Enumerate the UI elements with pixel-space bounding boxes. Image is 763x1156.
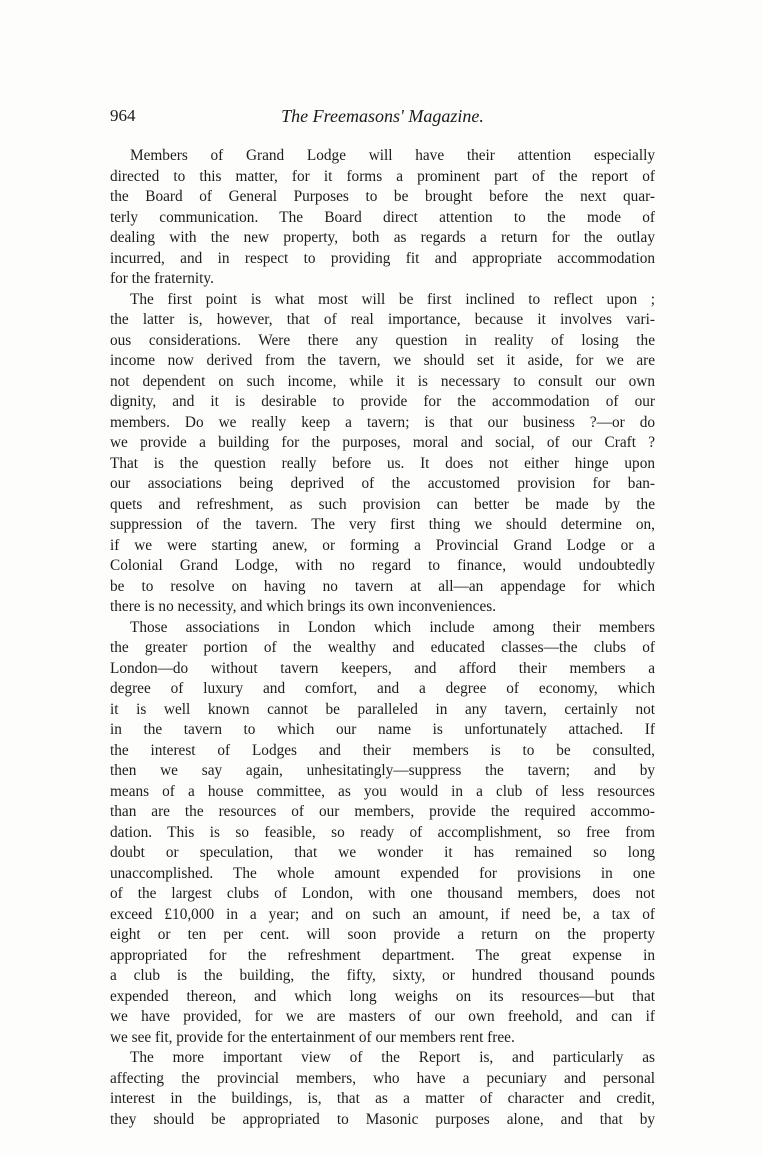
text-line: be to resolve on having no tavern at all—an appendage for which [110, 577, 655, 595]
text-line: the latter is, however, that of real importance, because it involves vari- [110, 311, 655, 328]
text-line: directed to this matter, for it forms a prominent part of the report of [110, 167, 655, 185]
text-line: we provide a building for the purposes, moral and social, of our Craft ? [110, 434, 655, 451]
paragraph [110, 146, 655, 290]
text-line: expended thereon, and which long weighs on its resources—but that [110, 987, 655, 1005]
text-line: there is no necessity, and which brings its own inconveniences. [110, 598, 497, 615]
text-line: we have provided, for we are masters of our own freehold, and can if [110, 1008, 655, 1025]
text-line: they should be appropriated to Masonic purposes alone, and that by [110, 1110, 655, 1128]
article-body [110, 146, 655, 1130]
running-title: The Freemasons' Magazine. [281, 106, 484, 126]
text-line: means of a house committee, as you would in a club of less resources [110, 782, 655, 800]
text-line: members. Do we really keep a tavern; is that our business ?—or do [110, 413, 655, 431]
text-line: dignity, and it is desirable to provide for the accommodation of our [110, 393, 655, 410]
text-line: exceed £10,000 in a year; and on such an amount, if need be, a tax of [110, 905, 655, 923]
text-line: affecting the provincial members, who have a pecuniary and personal [110, 1069, 655, 1087]
text-line: incurred, and in respect to providing fit and appropriate accommodation [110, 249, 655, 267]
text-line: degree of luxury and comfort, and a degree of economy, which [110, 680, 655, 697]
text-line: dation. This is so feasible, so ready of accomplishment, so free from [110, 823, 655, 841]
text-line: ous considerations. Were there any question in reality of losing the [110, 331, 655, 349]
text-line: it is well known cannot be paralleled in any tavern, certainly not [110, 700, 655, 718]
text-line: interest in the buildings, is, that as a matter of character and credit, [110, 1090, 655, 1107]
text-line: the Board of General Purposes to be brought before the next quar- [110, 188, 655, 205]
text-line: unaccomplished. The whole amount expended for provisions in one [110, 864, 655, 882]
text-line: quets and refreshment, as such provision can better be made by the [110, 495, 655, 513]
text-line: dealing with the new property, both as regards a return for the outlay [110, 229, 655, 246]
text-line: not dependent on such income, while it is necessary to consult our own [110, 372, 655, 390]
text-line: Those associations in London which include among their members [130, 618, 655, 636]
text-line: income now derived from the tavern, we should set it aside, for we are [110, 352, 655, 369]
page-number: 964 [110, 106, 136, 125]
text-line: The first point is what most will be first inclined to reflect upon ; [130, 290, 655, 308]
text-line: we see fit, provide for the entertainment of our members rent free. [110, 1028, 515, 1046]
text-line: terly communication. The Board direct attention to the mode of [110, 208, 655, 226]
paragraph [110, 1048, 655, 1130]
text-line: The more important view of the Report is, and particularly as [130, 1049, 655, 1066]
page-header [110, 106, 655, 132]
text-line: in the tavern to which our name is unfortunately attached. If [110, 721, 655, 738]
text-line: doubt or speculation, that we wonder it has remained so long [110, 844, 655, 861]
text-line: eight or ten per cent. will soon provide a return on the property [110, 926, 655, 943]
paragraph [110, 290, 655, 618]
text-line: the greater portion of the wealthy and educated classes—the clubs of [110, 639, 655, 656]
paragraph [110, 618, 655, 1049]
text-line: then we say again, unhesitatingly—suppress the tavern; and by [110, 762, 655, 779]
text-line: a club is the building, the fifty, sixty, or hundred thousand pounds [110, 967, 655, 984]
text-line: That is the question really before us. It does not either hinge upon [110, 454, 655, 472]
text-line: the interest of Lodges and their members is to be consulted, [110, 741, 655, 759]
text-line: Colonial Grand Lodge, with no regard to finance, would undoubtedly [110, 557, 655, 574]
text-line: than are the resources of our members, provide the required accommo- [110, 803, 655, 820]
text-line: suppression of the tavern. The very first thing we should determine on, [110, 516, 655, 533]
text-line: if we were starting anew, or forming a Provincial Grand Lodge or a [110, 536, 655, 554]
text-line: of the largest clubs of London, with one thousand members, does not [110, 885, 655, 902]
text-line: our associations being deprived of the accustomed provision for ban- [110, 475, 655, 492]
text-line: London—do without tavern keepers, and afford their members a [110, 659, 655, 677]
text-line: appropriated for the refreshment department. The great expense in [110, 946, 655, 964]
text-line: for the fraternity. [110, 270, 214, 287]
text-line: Members of Grand Lodge will have their attention especially [130, 147, 655, 164]
